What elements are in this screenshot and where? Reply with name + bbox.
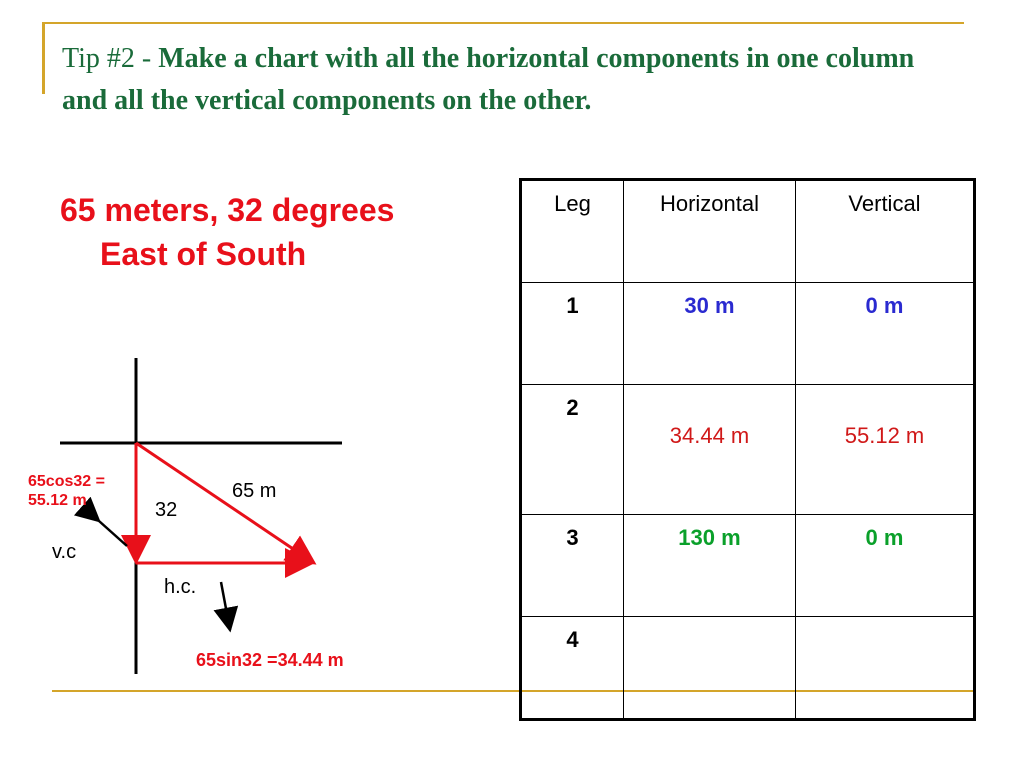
table-row [521, 515, 975, 617]
vertical-cell: 0 m [796, 283, 975, 385]
vertical-cell [796, 617, 975, 720]
vertical-value: 55.12 m [28, 492, 87, 509]
angle-label: 32 [155, 499, 178, 521]
leg-cell: 1 [521, 283, 624, 385]
horizontal-cell: 34.44 m [624, 385, 796, 515]
vertical-formula: 65cos32 = [28, 473, 105, 490]
header-horizontal: Horizontal [624, 180, 796, 283]
table-row [521, 617, 975, 720]
hypotenuse-label: 65 m [232, 480, 277, 502]
horizontal-cell [624, 617, 796, 720]
vertical-cell: 55.12 m [796, 385, 975, 515]
components-table [519, 178, 976, 721]
hc-pointer-arrow [221, 582, 230, 630]
header-leg: Leg [521, 180, 624, 283]
horizontal-cell: 30 m [624, 283, 796, 385]
leg-cell: 2 [521, 385, 624, 515]
hc-label: h.c. [164, 576, 197, 598]
horizontal-component-formula: 65sin32 =34.44 m [196, 650, 344, 670]
problem-line-2: East of South [100, 236, 307, 272]
vc-pointer-arrow [99, 521, 127, 546]
vertical-component-formula [28, 472, 105, 510]
vc-label: v.c [52, 541, 77, 563]
leg-cell: 3 [521, 515, 624, 617]
table-row [521, 385, 975, 515]
table-row [521, 283, 975, 385]
leg-cell: 4 [521, 617, 624, 720]
problem-line-1: 65 meters, 32 degrees [60, 192, 395, 228]
vertical-cell: 0 m [796, 515, 975, 617]
title-prefix: Tip #2 - [62, 43, 159, 74]
header-vertical: Vertical [796, 180, 975, 283]
title-main: Make a chart with all the horizontal components in one column and all the vertical components on the other. [62, 43, 915, 116]
table-header-row [521, 180, 975, 283]
horizontal-cell: 130 m [624, 515, 796, 617]
